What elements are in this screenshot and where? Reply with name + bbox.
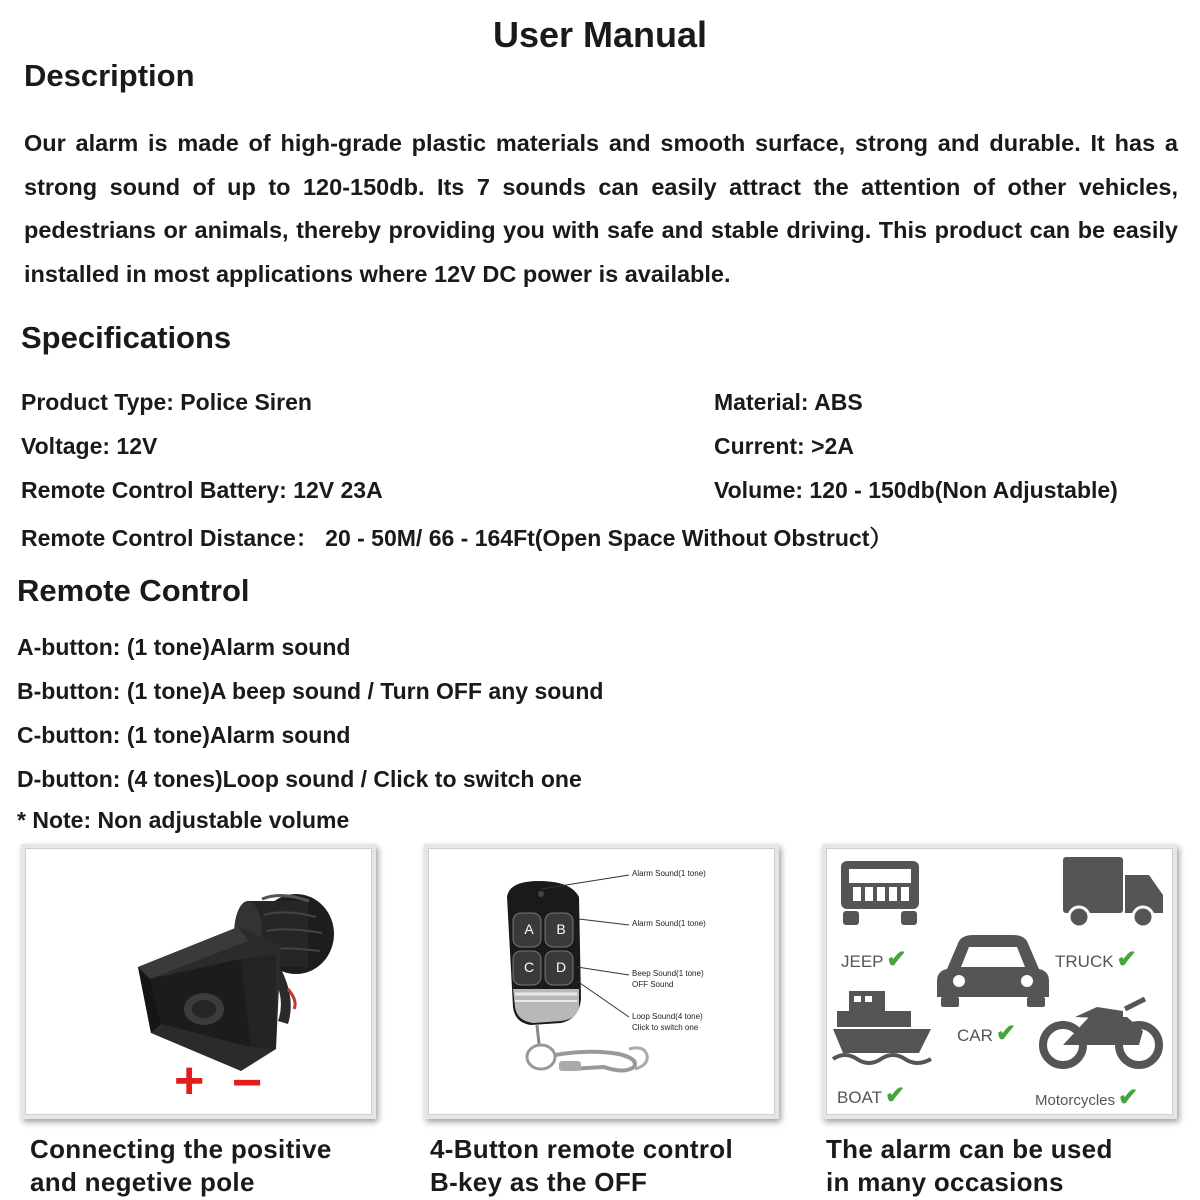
spec-current: Current: >2A [714,433,854,459]
spec-battery: Remote Control Battery: 12V 23A [21,477,383,503]
specifications-heading: Specifications [21,320,232,355]
siren-caption [30,1133,332,1199]
jeep-label: JEEP [841,952,884,971]
spec-distance: Remote Control Distance： 20 - 50M/ 66 - 164Ft(Open Space Without Obstruct） [21,525,893,551]
motorcycle-icon [1043,999,1159,1065]
jeep-check-icon: ✔ [886,946,907,973]
vehicle-truck [1055,945,1137,974]
spec-product-type: Product Type: Police Siren [21,389,312,415]
positive-sign: + [174,1052,205,1110]
vehicles-panel [826,848,1173,1115]
page-title: User Manual [492,14,708,55]
remote-item-b: B-button: (1 tone)A beep sound / Turn OFF any sound [17,678,604,704]
siren-panel [25,848,372,1115]
description-text: Our alarm is made of high-grade plastic materials and smooth surface, strong and durable. It has a strong sound of up to 120-150db. Its 7 sounds can easily attract the attention of other vehicles, pedestrians or animals, thereby providing you with safe and stable driving. This product can be easily installed in most applications where 12V DC power is available. [24,130,1178,287]
siren-caption-line2: and negetive pole [30,1167,255,1197]
label-button-d-line1: Loop Sound(4 tone) [632,1012,703,1021]
vehicles-caption-line2: in many occasions [826,1167,1064,1197]
remote-caption [430,1133,733,1199]
truck-check-icon: ✔ [1116,946,1137,973]
remote-caption-line2: B-key as the OFF [430,1167,648,1197]
spec-voltage: Voltage: 12V [21,433,158,459]
spec-material: Material: ABS [714,389,863,415]
vehicle-motorcycles [1035,1083,1138,1112]
vehicle-jeep [841,945,907,974]
remote-item-c: C-button: (1 tone)Alarm sound [17,722,351,748]
description-heading: Description [24,58,195,93]
car-check-icon: ✔ [995,1020,1017,1047]
motorcycles-check-icon: ✔ [1118,1084,1139,1111]
car-icon [937,935,1049,1007]
remote-item-d: D-button: (4 tones)Loop sound / Click to switch one [17,766,582,792]
label-button-a: Alarm Sound(1 tone) [632,869,706,878]
boat-check-icon: ✔ [885,1082,906,1109]
vehicle-icons [827,849,1172,1114]
remote-item-a: A-button: (1 tone)Alarm sound [17,634,351,660]
vehicle-boat [837,1081,905,1110]
label-button-c-line1: Beep Sound(1 tone) [632,969,704,978]
motorcycles-label: Motorcycles [1035,1092,1116,1109]
vehicles-caption-line1: The alarm can be used [826,1134,1113,1164]
remote-button-b: B [556,921,566,937]
truck-label: TRUCK [1055,952,1114,971]
volume-note: * Note: Non adjustable volume [17,807,350,833]
remote-fob-image [429,849,774,1114]
boat-icon [833,991,931,1063]
car-label: CAR [957,1026,993,1045]
spec-volume: Volume: 120 - 150db(Non Adjustable) [714,477,1118,503]
remote-control-heading: Remote Control [17,573,250,608]
remote-button-d: D [555,959,567,975]
label-button-b: Alarm Sound(1 tone) [632,919,706,928]
label-button-d-line2: Click to switch one [632,1023,699,1032]
remote-caption-line1: 4-Button remote control [430,1134,734,1164]
remote-button-a: A [524,921,534,937]
remote-button-c: C [523,959,535,975]
siren-caption-line1: Connecting the positive [30,1134,332,1164]
vehicles-caption [826,1133,1113,1199]
label-button-c-line2: OFF Sound [632,980,674,989]
boat-label: BOAT [837,1088,883,1107]
truck-icon [1063,857,1163,927]
vehicle-car [957,1019,1016,1048]
jeep-icon [841,861,919,925]
negative-sign: − [232,1054,263,1112]
remote-panel [428,848,775,1115]
